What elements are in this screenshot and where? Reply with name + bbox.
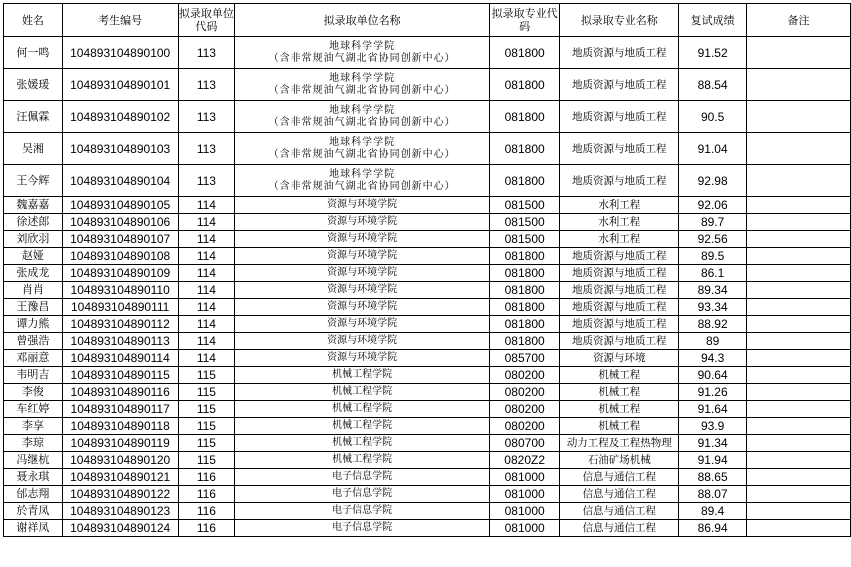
cell-remark: [747, 133, 851, 165]
cell-exam-no: 104893104890108: [62, 248, 178, 265]
cell-exam-no: 104893104890101: [62, 69, 178, 101]
cell-remark: [747, 316, 851, 333]
cell-major-code: 081500: [489, 197, 559, 214]
cell-major-code: 081500: [489, 214, 559, 231]
cell-score: 91.04: [679, 133, 747, 165]
cell-major-name: 信息与通信工程: [560, 486, 679, 503]
table-row: [4, 469, 851, 486]
cell-major-code: 081000: [489, 486, 559, 503]
cell-score: 94.3: [679, 350, 747, 367]
cell-remark: [747, 69, 851, 101]
cell-exam-no: 104893104890107: [62, 231, 178, 248]
cell-unit-code: 114: [178, 231, 235, 248]
cell-major-code: 081800: [489, 101, 559, 133]
table-row: [4, 101, 851, 133]
cell-major-name: 资源与环境: [560, 350, 679, 367]
cell-score: 90.5: [679, 101, 747, 133]
cell-name: 於青凤: [4, 503, 63, 520]
cell-unit-code: 115: [178, 435, 235, 452]
cell-score: 92.98: [679, 165, 747, 197]
cell-remark: [747, 197, 851, 214]
cell-name: 吴湘: [4, 133, 63, 165]
cell-unit-code: 114: [178, 214, 235, 231]
cell-name: 肖肖: [4, 282, 63, 299]
cell-major-code: 081800: [489, 165, 559, 197]
cell-exam-no: 104893104890123: [62, 503, 178, 520]
cell-major-name: 地质资源与地质工程: [560, 37, 679, 69]
table-row: [4, 503, 851, 520]
table-row: [4, 452, 851, 469]
header-name: 姓名: [4, 4, 63, 37]
cell-score: 86.94: [679, 520, 747, 537]
cell-unit-name: 资源与环境学院: [235, 248, 490, 265]
cell-unit-name: 机械工程学院: [235, 384, 490, 401]
cell-name: 韦明吉: [4, 367, 63, 384]
cell-major-code: 081000: [489, 469, 559, 486]
cell-exam-no: 104893104890115: [62, 367, 178, 384]
cell-unit-code: 114: [178, 350, 235, 367]
cell-major-code: 081800: [489, 299, 559, 316]
unit-name-line: 地球科学学院: [329, 72, 396, 84]
cell-score: 89.34: [679, 282, 747, 299]
cell-unit-name: 机械工程学院: [235, 452, 490, 469]
cell-exam-no: 104893104890102: [62, 101, 178, 133]
cell-major-name: 地质资源与地质工程: [560, 69, 679, 101]
cell-name: 王豫昌: [4, 299, 63, 316]
cell-name: 汪佩霖: [4, 101, 63, 133]
unit-name-line: 地球科学学院: [329, 136, 396, 148]
table-row: [4, 384, 851, 401]
cell-unit-name: [235, 101, 490, 133]
table-row: [4, 165, 851, 197]
table-row: [4, 333, 851, 350]
cell-remark: [747, 401, 851, 418]
cell-major-name: 机械工程: [560, 384, 679, 401]
cell-remark: [747, 520, 851, 537]
table-row: [4, 520, 851, 537]
cell-unit-name: 资源与环境学院: [235, 350, 490, 367]
cell-major-code: 081800: [489, 265, 559, 282]
cell-score: 90.64: [679, 367, 747, 384]
cell-unit-code: 114: [178, 282, 235, 299]
cell-unit-name: 电子信息学院: [235, 469, 490, 486]
cell-unit-name: [235, 69, 490, 101]
cell-major-name: 石油矿场机械: [560, 452, 679, 469]
cell-remark: [747, 350, 851, 367]
cell-unit-name: 机械工程学院: [235, 401, 490, 418]
cell-exam-no: 104893104890109: [62, 265, 178, 282]
cell-unit-name: 资源与环境学院: [235, 197, 490, 214]
cell-major-name: 机械工程: [560, 418, 679, 435]
cell-exam-no: 104893104890105: [62, 197, 178, 214]
cell-remark: [747, 282, 851, 299]
cell-unit-code: 113: [178, 101, 235, 133]
cell-unit-code: 113: [178, 165, 235, 197]
cell-major-name: 地质资源与地质工程: [560, 248, 679, 265]
cell-remark: [747, 333, 851, 350]
cell-major-name: 地质资源与地质工程: [560, 101, 679, 133]
cell-unit-code: 116: [178, 486, 235, 503]
cell-exam-no: 104893104890114: [62, 350, 178, 367]
cell-unit-code: 116: [178, 520, 235, 537]
cell-remark: [747, 165, 851, 197]
cell-unit-name: 资源与环境学院: [235, 282, 490, 299]
unit-name-subline: （含非常规油气湖北省协同创新中心）: [268, 116, 456, 128]
cell-remark: [747, 435, 851, 452]
table-row: [4, 418, 851, 435]
cell-exam-no: 104893104890110: [62, 282, 178, 299]
cell-remark: [747, 367, 851, 384]
table-row: [4, 367, 851, 384]
cell-score: 91.34: [679, 435, 747, 452]
cell-name: 谭力熊: [4, 316, 63, 333]
header-major-code: 拟录取专业代码: [489, 4, 559, 37]
cell-unit-code: 113: [178, 69, 235, 101]
table-row: [4, 197, 851, 214]
cell-score: 86.1: [679, 265, 747, 282]
cell-exam-no: 104893104890120: [62, 452, 178, 469]
cell-major-name: 地质资源与地质工程: [560, 133, 679, 165]
cell-remark: [747, 299, 851, 316]
header-row: [4, 4, 851, 37]
cell-name: 李琼: [4, 435, 63, 452]
cell-unit-name: 机械工程学院: [235, 367, 490, 384]
cell-major-code: 081800: [489, 316, 559, 333]
cell-score: 88.54: [679, 69, 747, 101]
cell-name: 邰志翔: [4, 486, 63, 503]
cell-major-name: 水利工程: [560, 214, 679, 231]
table-row: [4, 299, 851, 316]
cell-unit-code: 114: [178, 248, 235, 265]
cell-major-name: 水利工程: [560, 231, 679, 248]
cell-exam-no: 104893104890118: [62, 418, 178, 435]
cell-major-name: 水利工程: [560, 197, 679, 214]
cell-major-code: 081800: [489, 333, 559, 350]
table-row: [4, 37, 851, 69]
table-row: [4, 486, 851, 503]
cell-name: 车红婷: [4, 401, 63, 418]
cell-remark: [747, 486, 851, 503]
cell-name: 谢祥凤: [4, 520, 63, 537]
cell-name: 张成龙: [4, 265, 63, 282]
table-row: [4, 282, 851, 299]
cell-unit-name: 资源与环境学院: [235, 214, 490, 231]
cell-remark: [747, 214, 851, 231]
cell-major-code: 081800: [489, 248, 559, 265]
cell-major-name: 信息与通信工程: [560, 469, 679, 486]
cell-unit-name: 资源与环境学院: [235, 265, 490, 282]
cell-unit-code: 115: [178, 418, 235, 435]
cell-major-name: 动力工程及工程热物理: [560, 435, 679, 452]
table-row: [4, 435, 851, 452]
cell-exam-no: 104893104890111: [62, 299, 178, 316]
cell-exam-no: 104893104890104: [62, 165, 178, 197]
cell-name: 李俊: [4, 384, 63, 401]
cell-unit-code: 115: [178, 401, 235, 418]
cell-major-code: 080200: [489, 367, 559, 384]
cell-name: 魏嘉嘉: [4, 197, 63, 214]
cell-major-code: 081800: [489, 133, 559, 165]
cell-name: 邓丽意: [4, 350, 63, 367]
cell-exam-no: 104893104890103: [62, 133, 178, 165]
cell-major-name: 机械工程: [560, 367, 679, 384]
cell-name: 冯继杭: [4, 452, 63, 469]
cell-score: 91.26: [679, 384, 747, 401]
cell-name: 张媛瑗: [4, 69, 63, 101]
cell-remark: [747, 452, 851, 469]
cell-score: 92.06: [679, 197, 747, 214]
cell-name: 聂永琪: [4, 469, 63, 486]
cell-major-name: 地质资源与地质工程: [560, 282, 679, 299]
table-row: [4, 69, 851, 101]
cell-name: 徐述郎: [4, 214, 63, 231]
cell-major-name: 机械工程: [560, 401, 679, 418]
table-row: [4, 214, 851, 231]
unit-name-subline: （含非常规油气湖北省协同创新中心）: [268, 84, 456, 96]
cell-unit-name: 资源与环境学院: [235, 299, 490, 316]
cell-major-code: 080200: [489, 418, 559, 435]
cell-major-name: 信息与通信工程: [560, 503, 679, 520]
unit-name-line: 地球科学学院: [329, 40, 396, 52]
cell-score: 89.4: [679, 503, 747, 520]
cell-unit-code: 113: [178, 37, 235, 69]
cell-remark: [747, 469, 851, 486]
cell-exam-no: 104893104890117: [62, 401, 178, 418]
cell-unit-name: [235, 133, 490, 165]
cell-major-code: 081000: [489, 520, 559, 537]
cell-score: 88.92: [679, 316, 747, 333]
cell-unit-code: 115: [178, 367, 235, 384]
cell-name: 王今辉: [4, 165, 63, 197]
cell-unit-code: 114: [178, 316, 235, 333]
unit-name-line: 地球科学学院: [329, 104, 396, 116]
cell-remark: [747, 384, 851, 401]
cell-exam-no: 104893104890100: [62, 37, 178, 69]
table-row: [4, 401, 851, 418]
cell-remark: [747, 418, 851, 435]
cell-major-code: 081800: [489, 69, 559, 101]
cell-major-code: 0820Z2: [489, 452, 559, 469]
table-row: [4, 231, 851, 248]
cell-exam-no: 104893104890116: [62, 384, 178, 401]
header-score: 复试成绩: [679, 4, 747, 37]
cell-unit-name: 机械工程学院: [235, 435, 490, 452]
cell-unit-code: 113: [178, 133, 235, 165]
cell-unit-name: 资源与环境学院: [235, 316, 490, 333]
cell-score: 92.56: [679, 231, 747, 248]
cell-score: 89.7: [679, 214, 747, 231]
cell-name: 赵娅: [4, 248, 63, 265]
cell-unit-code: 116: [178, 469, 235, 486]
cell-major-code: 080200: [489, 401, 559, 418]
cell-name: 李享: [4, 418, 63, 435]
cell-unit-name: 资源与环境学院: [235, 231, 490, 248]
cell-unit-code: 114: [178, 299, 235, 316]
cell-score: 91.64: [679, 401, 747, 418]
cell-exam-no: 104893104890106: [62, 214, 178, 231]
header-remark: 备注: [747, 4, 851, 37]
cell-unit-code: 115: [178, 384, 235, 401]
cell-exam-no: 104893104890113: [62, 333, 178, 350]
cell-remark: [747, 37, 851, 69]
cell-major-code: 081500: [489, 231, 559, 248]
cell-name: 刘欣羽: [4, 231, 63, 248]
cell-score: 93.34: [679, 299, 747, 316]
cell-unit-name: 电子信息学院: [235, 503, 490, 520]
cell-exam-no: 104893104890122: [62, 486, 178, 503]
cell-remark: [747, 248, 851, 265]
cell-unit-code: 114: [178, 197, 235, 214]
cell-major-code: 080200: [489, 384, 559, 401]
table-row: [4, 248, 851, 265]
cell-name: 曾强浩: [4, 333, 63, 350]
cell-name: 何一鸣: [4, 37, 63, 69]
cell-unit-code: 114: [178, 265, 235, 282]
cell-score: 91.52: [679, 37, 747, 69]
cell-major-name: 地质资源与地质工程: [560, 299, 679, 316]
cell-unit-code: 116: [178, 503, 235, 520]
cell-unit-name: [235, 165, 490, 197]
cell-major-name: 地质资源与地质工程: [560, 333, 679, 350]
cell-unit-code: 115: [178, 452, 235, 469]
cell-score: 88.65: [679, 469, 747, 486]
cell-major-code: 081800: [489, 282, 559, 299]
cell-unit-name: 电子信息学院: [235, 486, 490, 503]
header-unit-code: 拟录取单位代码: [178, 4, 235, 37]
unit-name-subline: （含非常规油气湖北省协同创新中心）: [268, 148, 456, 160]
cell-unit-name: [235, 37, 490, 69]
cell-major-name: 地质资源与地质工程: [560, 165, 679, 197]
cell-score: 89.5: [679, 248, 747, 265]
cell-score: 93.9: [679, 418, 747, 435]
cell-score: 88.07: [679, 486, 747, 503]
cell-major-name: 地质资源与地质工程: [560, 265, 679, 282]
cell-exam-no: 104893104890124: [62, 520, 178, 537]
table-row: [4, 316, 851, 333]
unit-name-subline: （含非常规油气湖北省协同创新中心）: [268, 52, 456, 64]
cell-score: 89: [679, 333, 747, 350]
cell-major-code: 080700: [489, 435, 559, 452]
cell-score: 91.94: [679, 452, 747, 469]
header-major-name: 拟录取专业名称: [560, 4, 679, 37]
cell-major-name: 信息与通信工程: [560, 520, 679, 537]
cell-unit-name: 机械工程学院: [235, 418, 490, 435]
table-row: [4, 133, 851, 165]
header-exam-no: 考生编号: [62, 4, 178, 37]
cell-unit-name: 资源与环境学院: [235, 333, 490, 350]
cell-remark: [747, 503, 851, 520]
cell-exam-no: 104893104890112: [62, 316, 178, 333]
unit-name-subline: （含非常规油气湖北省协同创新中心）: [268, 180, 456, 192]
cell-exam-no: 104893104890119: [62, 435, 178, 452]
cell-remark: [747, 231, 851, 248]
cell-major-code: 085700: [489, 350, 559, 367]
table-row: [4, 265, 851, 282]
admission-table: [3, 3, 851, 537]
cell-remark: [747, 101, 851, 133]
cell-major-name: 地质资源与地质工程: [560, 316, 679, 333]
cell-exam-no: 104893104890121: [62, 469, 178, 486]
cell-unit-code: 114: [178, 333, 235, 350]
header-unit-name: 拟录取单位名称: [235, 4, 490, 37]
cell-remark: [747, 265, 851, 282]
unit-name-line: 地球科学学院: [329, 168, 396, 180]
table-row: [4, 350, 851, 367]
cell-unit-name: 电子信息学院: [235, 520, 490, 537]
cell-major-code: 081000: [489, 503, 559, 520]
cell-major-code: 081800: [489, 37, 559, 69]
